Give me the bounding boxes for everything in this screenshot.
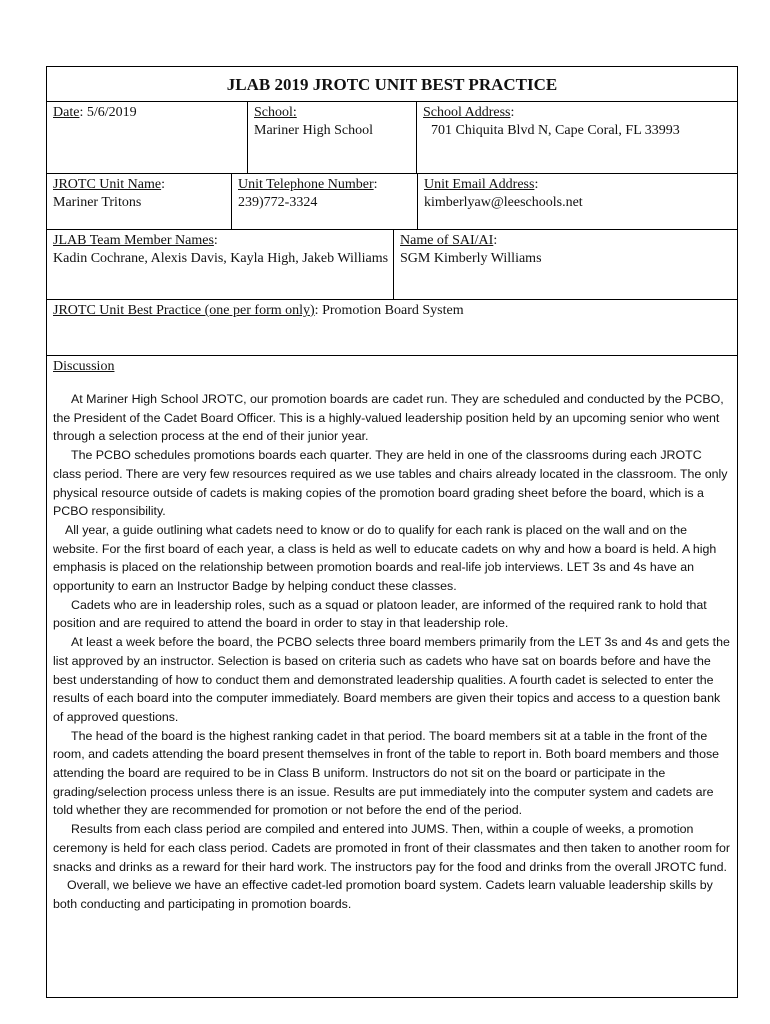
discussion-paragraph: At Mariner High School JROTC, our promotion boards are cadet run. They are scheduled and conducted by the PCBO, the President of the Cadet Board Officer. This is a highly-valued leadership position held by an upcoming senior who went through a selection process at the end of their junior year. [53, 392, 724, 444]
discussion-paragraph: The head of the board is the highest ranking cadet in that period. The board members sit at a table in the front of the room, and cadets attending the board present themselves in front of the table to report in. Both board members and those attending the board are required to be in Class B uniform. Instructors do not sit on the board or participate in the grading/selection process unless there is an issue. Results are put immediately into the computer system and cadets are told whether they are recommended for promotion or not before the end of the period. [53, 728, 720, 818]
best-practice-label: JROTC Unit Best Practice (one per form only) [53, 303, 315, 318]
discussion-paragraph: Cadets who are in leadership roles, such as a squad or platoon leader, are informed of the required rank to hold that position and are required to attend the board in order to stay in that leadership role. [53, 597, 707, 631]
school-label: School: [254, 105, 297, 120]
team-members-label: JLAB Team Member Names [53, 233, 214, 248]
school-address-value: 701 Chiquita Blvd N, Cape Coral, FL 33993 [431, 123, 680, 138]
discussion-paragraph: All year, a guide outlining what cadets need to know or do to qualify for each rank is placed on the wall and on the website. For the first board of each year, a class is held as well to educate cadets on why and how a board is held. A high emphasis is placed on the relationship between promotion boards and real-life job interviews. LET 3s and 4s have an opportunity to earn an Instructor Badge by helping conduct these classes. [53, 522, 717, 594]
sai-label: Name of SAI/AI [400, 233, 494, 248]
row-unit-info [47, 174, 737, 230]
unit-phone-label: Unit Telephone Number [238, 177, 374, 192]
form-title: JLAB 2019 JROTC UNIT BEST PRACTICE [47, 67, 737, 102]
best-practice-form [46, 66, 738, 998]
date-cell: Date: 5/6/2019 [53, 105, 137, 120]
best-practice-cell: JROTC Unit Best Practice (one per form only): Promotion Board System [53, 303, 464, 318]
date-value: 5/6/2019 [86, 105, 137, 120]
date-label: Date [53, 105, 80, 120]
school-value: Mariner High School [254, 123, 373, 138]
school-cell [247, 102, 416, 173]
discussion-body [53, 390, 731, 914]
school-address-cell: School Address: 701 Chiquita Blvd N, Cape Coral, FL 33993 [416, 102, 737, 173]
best-practice-value: Promotion Board System [322, 303, 464, 318]
row-best-practice [47, 300, 737, 356]
team-members-value: Kadin Cochrane, Alexis Davis, Kayla High, Jakeb Williams [53, 251, 389, 266]
sai-value: SGM Kimberly Williams [400, 251, 542, 266]
discussion-section [47, 356, 737, 914]
discussion-paragraph: The PCBO schedules promotions boards each quarter. They are held in one of the classrooms during each JROTC class period. There are very few resources required as we use tables and chairs already located in the classroom. The only physical resource outside of cadets is making copies of the promotion board grading sheet before the board, which is a PCBO responsibility. [53, 448, 728, 519]
sai-cell: Name of SAI/AI: SGM Kimberly Williams [393, 230, 737, 299]
unit-email-value: kimberlyaw@leeschools.net [424, 195, 583, 210]
unit-name-value: Mariner Tritons [53, 195, 142, 210]
unit-email-label: Unit Email Address [424, 177, 535, 192]
unit-email-cell: Unit Email Address: kimberlyaw@leeschools.net [417, 174, 737, 229]
team-members-cell: JLAB Team Member Names: Kadin Cochrane, Alexis Davis, Kayla High, Jakeb Williams [47, 230, 393, 299]
unit-phone-cell: Unit Telephone Number: 239)772-3324 [231, 174, 417, 229]
discussion-heading: Discussion [53, 359, 115, 374]
row-team-info [47, 230, 737, 300]
unit-name-cell: JROTC Unit Name: Mariner Tritons [47, 174, 231, 229]
discussion-paragraph: At least a week before the board, the PCBO selects three board members primarily from the LET 3s and 4s and gets the list approved by an instructor. Selection is based on criteria such as cadets who have sat on boards before and have the best understanding of how to conduct them and demonstrated leadership qualities. A fourth cadet is selected to enter the results of each board into the computer immediately. Board members are given their topics and access to a question bank of approved questions. [53, 635, 730, 724]
school-address-label: School Address [423, 105, 511, 120]
discussion-paragraph: Results from each class period are compiled and entered into JUMS. Then, within a couple of weeks, a promotion ceremony is held for each class period. Cadets are promoted in front of their classmates and then taken to another room for snacks and drinks as a reward for their hard work. The instructors pay for the food and drinks from the overall JROTC fund. [53, 822, 731, 874]
unit-name-label: JROTC Unit Name [53, 177, 162, 192]
row-school-info [47, 102, 737, 174]
unit-phone-value: 239)772-3324 [238, 195, 318, 210]
discussion-paragraph: Overall, we believe we have an effective cadet-led promotion board system. Cadets learn valuable leadership skills by both conducting and participating in promotion boards. [53, 878, 713, 911]
